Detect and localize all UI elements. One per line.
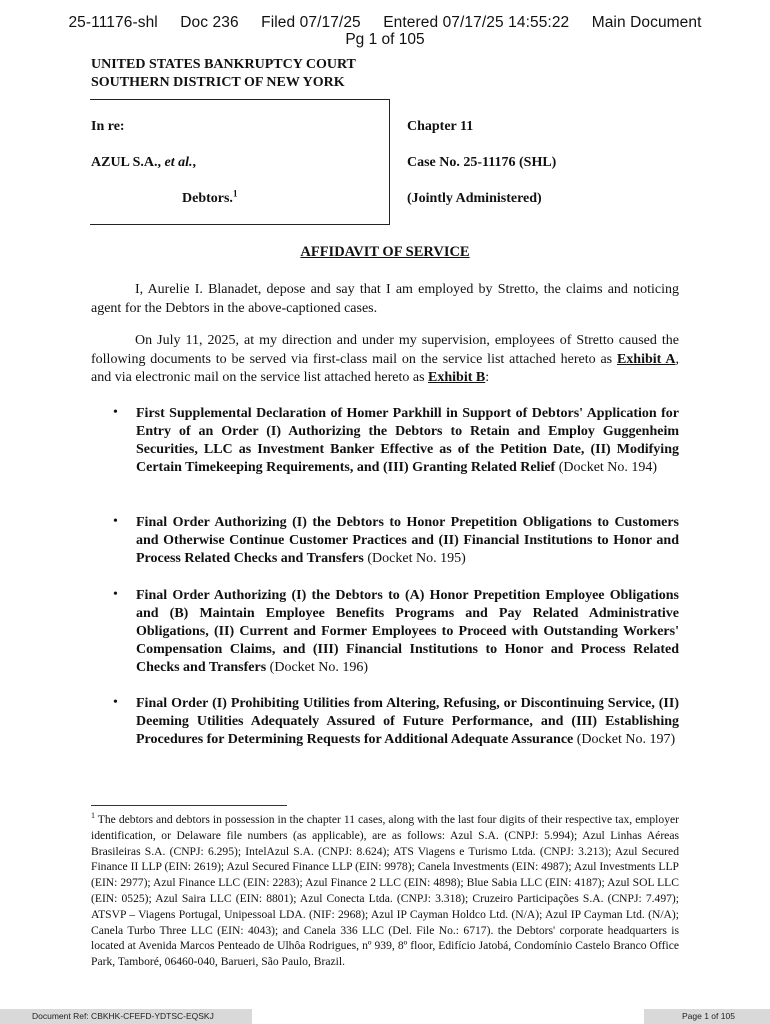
main-document-label: Main Document [591,14,702,31]
caption-jointly-administered: (Jointly Administered) [407,191,542,206]
document-title: AFFIDAVIT OF SERVICE [300,244,470,260]
ecf-page-count: Pg 1 of 105 [345,31,425,48]
bullet-2: • [113,514,118,529]
doc-number: Doc 236 [180,14,239,31]
page-indicator: Page 1 of 105 [644,1009,770,1024]
footnote-divider [91,805,287,806]
paragraph-1: I, Aurelie I. Blanadet, depose and say that I am employed by Stretto, the claims and noticing agent for the Debtors in the above-captioned cases. [91,282,679,316]
court-name [91,56,356,92]
bullet-4: • [113,695,118,710]
court-line-2: SOUTHERN DISTRICT OF NEW YORK [91,75,345,90]
caption-case-number: Case No. 25-11176 (SHL) [407,155,557,170]
court-line-1: UNITED STATES BANKRUPTCY COURT [91,57,356,72]
list-item: First Supplemental Declaration of Homer Parkhill in Support of Debtors' Application for Entry of an Order (I) Authorizing the Debtors to Retain and Employ Guggenheim Securities, LLC as Investment Banker Effective as of the Petition Date, (II) Modifying Certain Timekeeping Requirements, and (III) Granting Related Relief (Docket No. 194) [136,406,679,475]
caption-chapter: Chapter 11 [407,119,474,134]
footnote-1: $^1$ The debtors and debtors in possession in the chapter 11 cases, along with the last four digits of their respective tax, employer identification, or Delaware file numbers (as applicable), are as follows: Azul S.A. (CNPJ: 5.994); Azul Linhas Aéreas Brasileiras S.A. (CNPJ: 6.295); IntelAzul S.A. (CNPJ: 8.624); ATS Viagens e Turismo Ltda. (CNPJ: 3.213); Azul Secured Finance II LLP (EIN: 2619); Azul Secured Finance LLP (EIN: 9978); Canela Investments (EIN: 4987); Azul Investments LLP (EIN: 2977); Azul Finance LLC (EIN: 2283); Azul Finance 2 LLC (EIN: 4898); Blue Sabia LLC (EIN: 4187); Azul SOL LLC (EIN: 0525); Azul Saira LLC (EIN: 8801); Azul Conecta Ltda. (CNPJ: 3.318); Cruzeiro Participações S.A. (CNPJ: 7.497); ATSVP – Viagens Portugal, Unipessoal LDA. (NIF: 2968); Azul IP Cayman Holdco Ltd. (N/A); Azul IP Cayman Ltd. (N/A); Canela Turbo Three LLC (EIN: 4043); and Canela 336 LLC (Del. File No.: 6717). the Debtors' corporate headquarters is located at Avenida Marcos Penteado de Ulhôa Rodrigues, nº 939, 8º floor, Edifício Jatobá, Condomínio Castelo Branco Office Park, Tamboré, 06460-040, Barueri, São Paulo, Brazil. [91,811,679,969]
entered-date: Entered 07/17/25 14:55:22 [383,14,570,31]
caption-debtors: Debtors.$^1$ [182,188,238,206]
exhibit-b-ref: Exhibit B [428,370,486,385]
exhibit-a-ref: Exhibit A [616,351,676,367]
bullet-1: • [113,405,118,420]
list-item: Final Order Authorizing (I) the Debtors to Honor Prepetition Obligations to Customers and Otherwise Continue Customer Practices and (II) Financial Institutions to Honor and Process Related Checks and Transfers (Docket No. 195) [136,515,679,566]
caption-in-re: In re: [91,119,125,134]
caption-debtor-name: AZUL S.A., et al., [91,155,197,170]
footnote-mark: 1 [91,811,95,821]
document-reference: Document Ref: CBKHK-CFEFD-YDTSC-EQSKJ [0,1009,252,1024]
filed-date: Filed 07/17/25 [261,14,361,31]
ecf-header [0,14,770,32]
footnote-ref-1: 1 [232,188,238,199]
paragraph-2: On July 11, 2025, at my direction and under my supervision, employees of Stretto caused the following documents to be served via first-class mail on the service list attached hereto as Exhibit A, and via electronic mail on the service list attached hereto as Exhibit B: [91,333,679,385]
list-item: Final Order (I) Prohibiting Utilities from Altering, Refusing, or Discontinuing Service, (II) Deeming Utilities Adequately Assured of Future Performance, and (III) Establishing Procedures for Determining Requests for Additional Adequate Assurance (Docket No. 197) [136,696,679,747]
caption-et-al: et al. [164,155,193,170]
bullet-3: • [113,587,118,602]
list-item: Final Order Authorizing (I) the Debtors to (A) Honor Prepetition Employee Obligations and (B) Maintain Employee Benefits Programs and Pay Related Administrative Obligations, (II) Current and Former Employees to Proceed with Outstanding Workers' Compensation Claims, and (III) Financial Institutions to Honor and Process Related Checks and Transfers (Docket No. 196) [136,588,679,675]
case-id: 25-11176-shl [68,14,158,31]
